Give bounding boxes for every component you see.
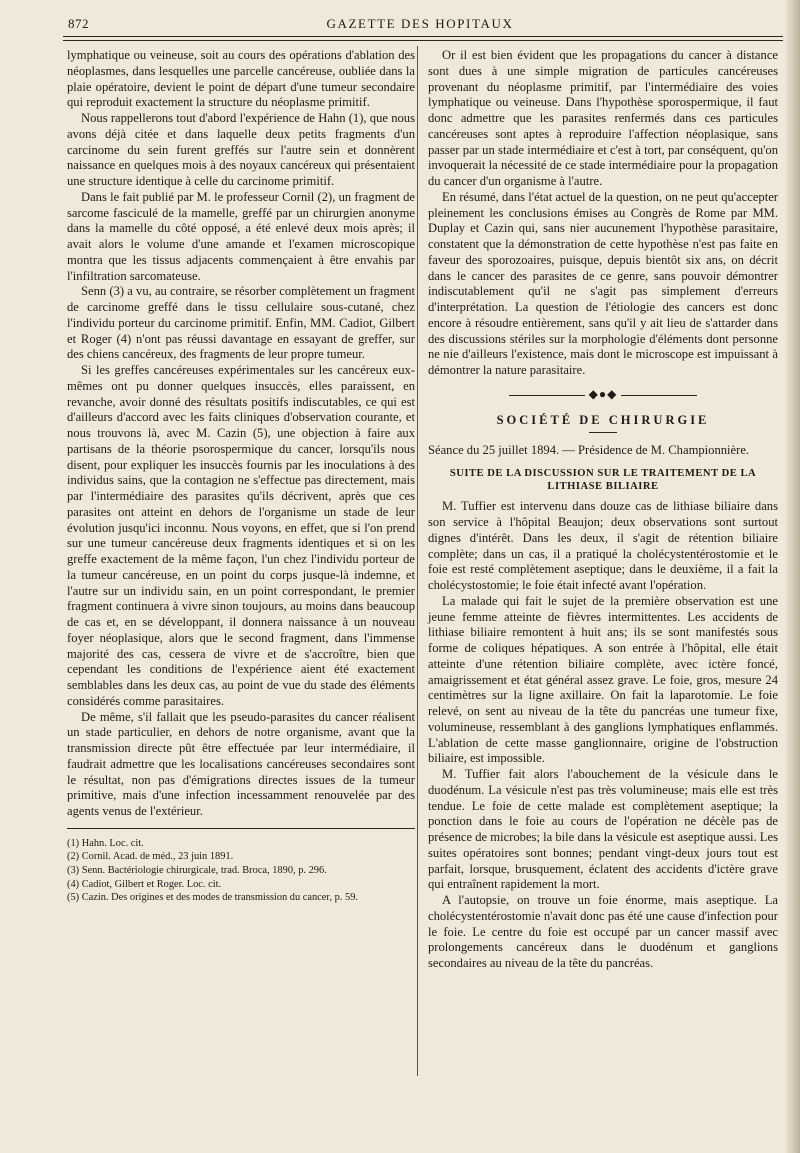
subsection-title: SUITE DE LA DISCUSSION SUR LE TRAITEMENT DE LA LITHIASE BILIAIRE [449,468,757,493]
paragraph: Nous rappellerons tout d'abord l'expérience de Hahn (1), que nous avons déjà citée et dans laquelle deux petits fragments d'un carcinome du sein furent greffés sur l'autre sein et donnèrent naissance en quelques mois à des noyaux cancéreux qui présentaient une structure identique à celle du carcinome primitif. [67,111,415,188]
paragraph: M. Tuffier est intervenu dans douze cas de lithiase biliaire dans son service à l'hôpital Beaujon; deux observations sont surtout dignes d'intérêt. Dans les deux, il s'agit de rétention biliaire complète; dans un cas, il a pratiqué la cholécystentérostomie et le foie est resté complètement aseptique; dans le deuxième, il a fait la cholécystostomie; le foie était infecté avant l'opération. [428,499,778,593]
page-header [60,8,780,30]
paragraph: Senn (3) a vu, au contraire, se résorber complètement un fragment de carcinome greffé dans le tissu cellulaire sous-cutané, chez l'individu porteur du carcinome primitif. Enfin, MM. Cadiot, Gilbert et Roger (4) n'ont pas réussi davantage en essayant de greffer, sur des chiens cancéreux, des fragments de leur propre tumeur. [67,284,415,362]
paragraph: De même, s'il fallait que les pseudo-parasites du cancer réalisent un stade particulier, en dehors de notre organisme, avant que la transmission directe pût être effectuée par leur intermédiaire, il faudrait admettre que les localisations cancéreuses secondaires sont le résultat, non pas d'émigrations directes issues de la tumeur primitive, mais d'une infection incessamment renouvelée par des agents venus de l'extérieur. [67,709,415,818]
running-title: GAZETTE DES HOPITAUX [326,16,514,31]
page-number: 872 [68,16,89,31]
footnotes [67,837,415,905]
paragraph: A l'autopsie, on trouve un foie énorme, mais aseptique. La cholécystentérostomie n'avait donc pas été une cause d'infection pour le foie. Le centre du foie est occupé par un cancer massif avec prolongements cancéreux dans le duodénum et ganglions secondaires au niveau de la tête du pancréas. [428,893,778,971]
footnote: (5) Cazin. Des origines et des modes de transmission du cancer, p. 59. [67,892,359,904]
paragraph: En résumé, dans l'état actuel de la question, on ne peut qu'accepter pleinement les conclusions émises au Congrès de Rome par MM. Duplay et Cazin qui, sans nier aucunement l'hypothèse parasitaire, constatent que la démonstration de cette hypothèse n'est pas faite en faveur des sporozoaires, puisque, depuis bientôt six ans, on décrit dans le cancer des parasites de ce genre, sans pouvoir démontrer indiscutablement qu'il ne s'agit pas simplement d'erreurs d'interprétation. La question de l'étiologie des cancers est donc encore à résoudre entièrement, sans qu'il y ait lieu de s'attarder dans des discussions stériles sur la morphologie d'éléments dont personne ne nie d'ailleurs l'existence, mais dont le microscope est impuissant à démontrer la nature parasitaire. [428,189,778,377]
footnote: (1) Hahn. Loc. cit. [67,837,144,849]
page-edge-shadow [786,0,800,1153]
paragraph: Si les greffes cancéreuses expérimentales sur les cancéreux eux-mêmes ont pu donner quelques insuccès, elles paraissent, en revanche, avoir donné des résultats positifs indiscutables, ce qui est d'ailleurs d'accord avec les faits cliniques d'observation courante, et nous trouvons là, avec M. Cazin (5), une objection à faire aux partisans de la théorie psorospermique du cancer, lorsqu'ils nous disent, pour expliquer les insuccès fournis par les inoculations à des individus sains, que la contagion ne s'effectue pas directement, mais par l'intermédiaire des parasites qu'ils décrivent, après que ces parasites ont atteint en dehors de l'organisme un stade de leur évolution jusqu'ici inconnu. Nous voyons, en effet, que si l'on prend sur une tumeur cancéreuse deux fragments identiques et si on les greffe exactement de la même façon, l'un chez l'individu porteur de la tumeur cancéreuse, en un point du corps jusque-là indemne, et l'autre sur un individu sain, en un point correspondant, le premier fragment continuera à vivre sinon toujours, au moins dans beaucoup de cas et, en se développant, il donnera naissance à un nouveau foyer néoplasique, alors que le second fragment, dans l'immense majorité des cas, cessera de vivre et de s'accroître, bien que cependant les conditions de l'expérience aient été exactement semblables dans les deux cas, au point de vue du stade des éléments considérés comme parasitaires. [67,363,415,708]
title-rule [589,432,617,433]
footnote: (4) Cadiot, Gilbert et Roger. Loc. cit. [67,878,222,890]
paragraph: La malade qui fait le sujet de la première observation est une jeune femme atteinte de fièvres intermittentes. Les accidents de lithiase biliaire remontent à huit ans; ils se sont manifestés sous forme de coliques hépatiques. A son entrée à l'hôpital, elle était atteinte d'une rétention biliaire complète, avec ictère foncé, amaigrissement et état général assez grave. Le foie, gros, mesure 24 centimètres sur la ligne axillaire. On fait la laparotomie. Le foie relevé, on sent au niveau de la tête du pancréas une tumeur fixe, volumineuse, ressemblant à des ganglions lymphatiques enflammés. L'ablation de cette masse ganglionnaire, origine de l'obstruction biliaire, est impossible. [428,593,778,766]
paragraph: lymphatique ou veineuse, soit au cours des opérations d'ablation des néoplasmes, dans lesquelles une parcelle cancéreuse, oubliée dans la plaie opératoire, devient le point de départ d'une tumeur secondaire qui reproduit exactement la structure du néoplasme primitif. [67,48,415,110]
footnote-rule [67,828,415,829]
left-column [67,48,415,905]
footnote: (3) Senn. Bactériologie chirurgicale, trad. Broca, 1890, p. 296. [67,864,327,876]
paragraph: Dans le fait publié par M. le professeur Cornil (2), un fragment de sarcome fasciculé de la mamelle, greffé par un chirurgien anonyme dans la mamelle du côté opposé, a été enlevé deux mois après; il avait alors le volume d'une amande et l'examen microscopique montra que les tissus adjacents commençaient à être envahis par l'infiltration sarcomateuse. [67,189,415,283]
paragraph: Or il est bien évident que les propagations du cancer à distance sont dues à une simple migration de particules cancéreuses provenant du néoplasme primitif, par l'intermédiaire des voies lymphatique ou veineuse. Dans l'hypothèse sporospermique, il faut donc admettre que les parasites renfermés dans ces particules cancéreuses sont aptes à reproduire l'affection néoplasique, sans passer par un stade intermédiaire et c'est à tort, par conséquent, qu'on invoquerait la nécessité de ce stade intermédiaire pour la propagation du cancer d'un organisme à l'autre. [428,48,778,188]
section-title: SOCIÉTÉ DE CHIRURGIE [496,412,710,427]
section-separator: ◆●◆ [428,387,778,403]
session-line: Séance du 25 juillet 1894. — Présidence de M. Championnière. [428,443,750,458]
footnote: (2) Cornil. Acad. de méd., 23 juin 1891. [67,851,234,863]
right-column [428,48,778,972]
column-divider [417,46,418,1076]
header-rule [63,36,783,41]
paragraph: M. Tuffier fait alors l'abouchement de la vésicule dans le duodénum. La vésicule n'est pas très volumineuse; mais elle est très tendue. Le foie de cette malade est complètement aseptique; la ponction dans le foie au cours de l'opération ne décèle pas de présence de microbes; la bile dans la vésicule est aseptique aussi. Les suites opératoires sont bonnes; pendant vingt-deux jours tout est parfait, lorsque, brusquement, éclatent des accidents d'ictère grave qui entraînent rapidement la mort. [428,767,778,892]
